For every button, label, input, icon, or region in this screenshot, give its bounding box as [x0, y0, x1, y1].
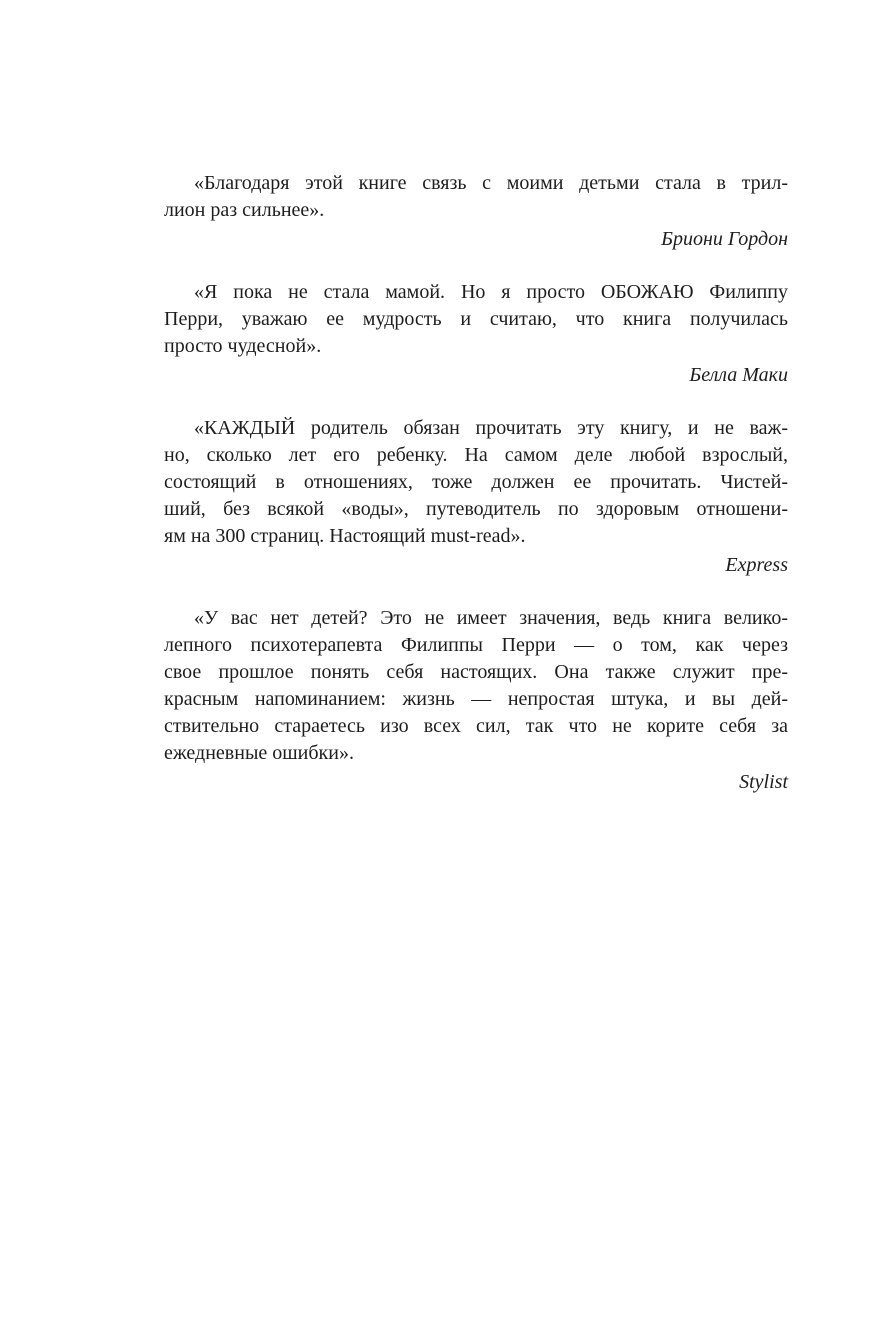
quote-line: лион раз сильнее». — [164, 199, 325, 221]
reviews-content — [164, 170, 788, 822]
quote-attribution: Express — [725, 554, 788, 576]
quote-line: «КАЖДЫЙ родитель обязан прочитать эту книгу, и не важ- — [194, 417, 788, 439]
quote-line: красным напоминанием: жизнь — непростая штука, и вы дей- — [164, 688, 788, 710]
quote-line: Перри, уважаю ее мудрость и считаю, что книга получилась — [164, 308, 788, 330]
quote-line: «Я пока не стала мамой. Но я просто ОБОЖАЮ Филиппу — [194, 281, 788, 303]
review-quote-block — [164, 279, 788, 389]
quote-text — [164, 605, 788, 767]
quote-line: «У вас нет детей? Это не имеет значения, ведь книга велико- — [194, 607, 788, 629]
quote-attribution: Stylist — [739, 771, 788, 793]
quote-line: «Благодаря этой книге связь с моими детьми стала в трил- — [194, 172, 788, 194]
quote-text — [164, 415, 788, 550]
quote-line: свое прошлое понять себя настоящих. Она также служит пре- — [164, 661, 788, 683]
quote-line: ям на 300 страниц. Настоящий must-read». — [164, 525, 526, 547]
quote-line: ствительно стараетесь изо всех сил, так что не корите себя за — [164, 715, 788, 737]
quote-attribution: Бриони Гордон — [661, 228, 788, 250]
quote-line: но, сколько лет его ребенку. На самом деле любой взрослый, — [164, 444, 788, 466]
quote-line: ший, без всякой «воды», путеводитель по здоровым отношени- — [164, 498, 788, 520]
quote-line: лепного психотерапевта Филиппы Перри — о том, как через — [164, 634, 788, 656]
quote-text — [164, 170, 788, 224]
review-quote-block — [164, 170, 788, 253]
quote-line: ежедневные ошибки». — [164, 742, 354, 764]
review-quote-block — [164, 605, 788, 796]
review-quote-block — [164, 415, 788, 579]
quote-line: состоящий в отношениях, тоже должен ее прочитать. Чистей- — [164, 471, 788, 493]
quote-attribution: Белла Маки — [689, 364, 788, 386]
quote-line: просто чудесной». — [164, 335, 322, 357]
quote-text — [164, 279, 788, 360]
